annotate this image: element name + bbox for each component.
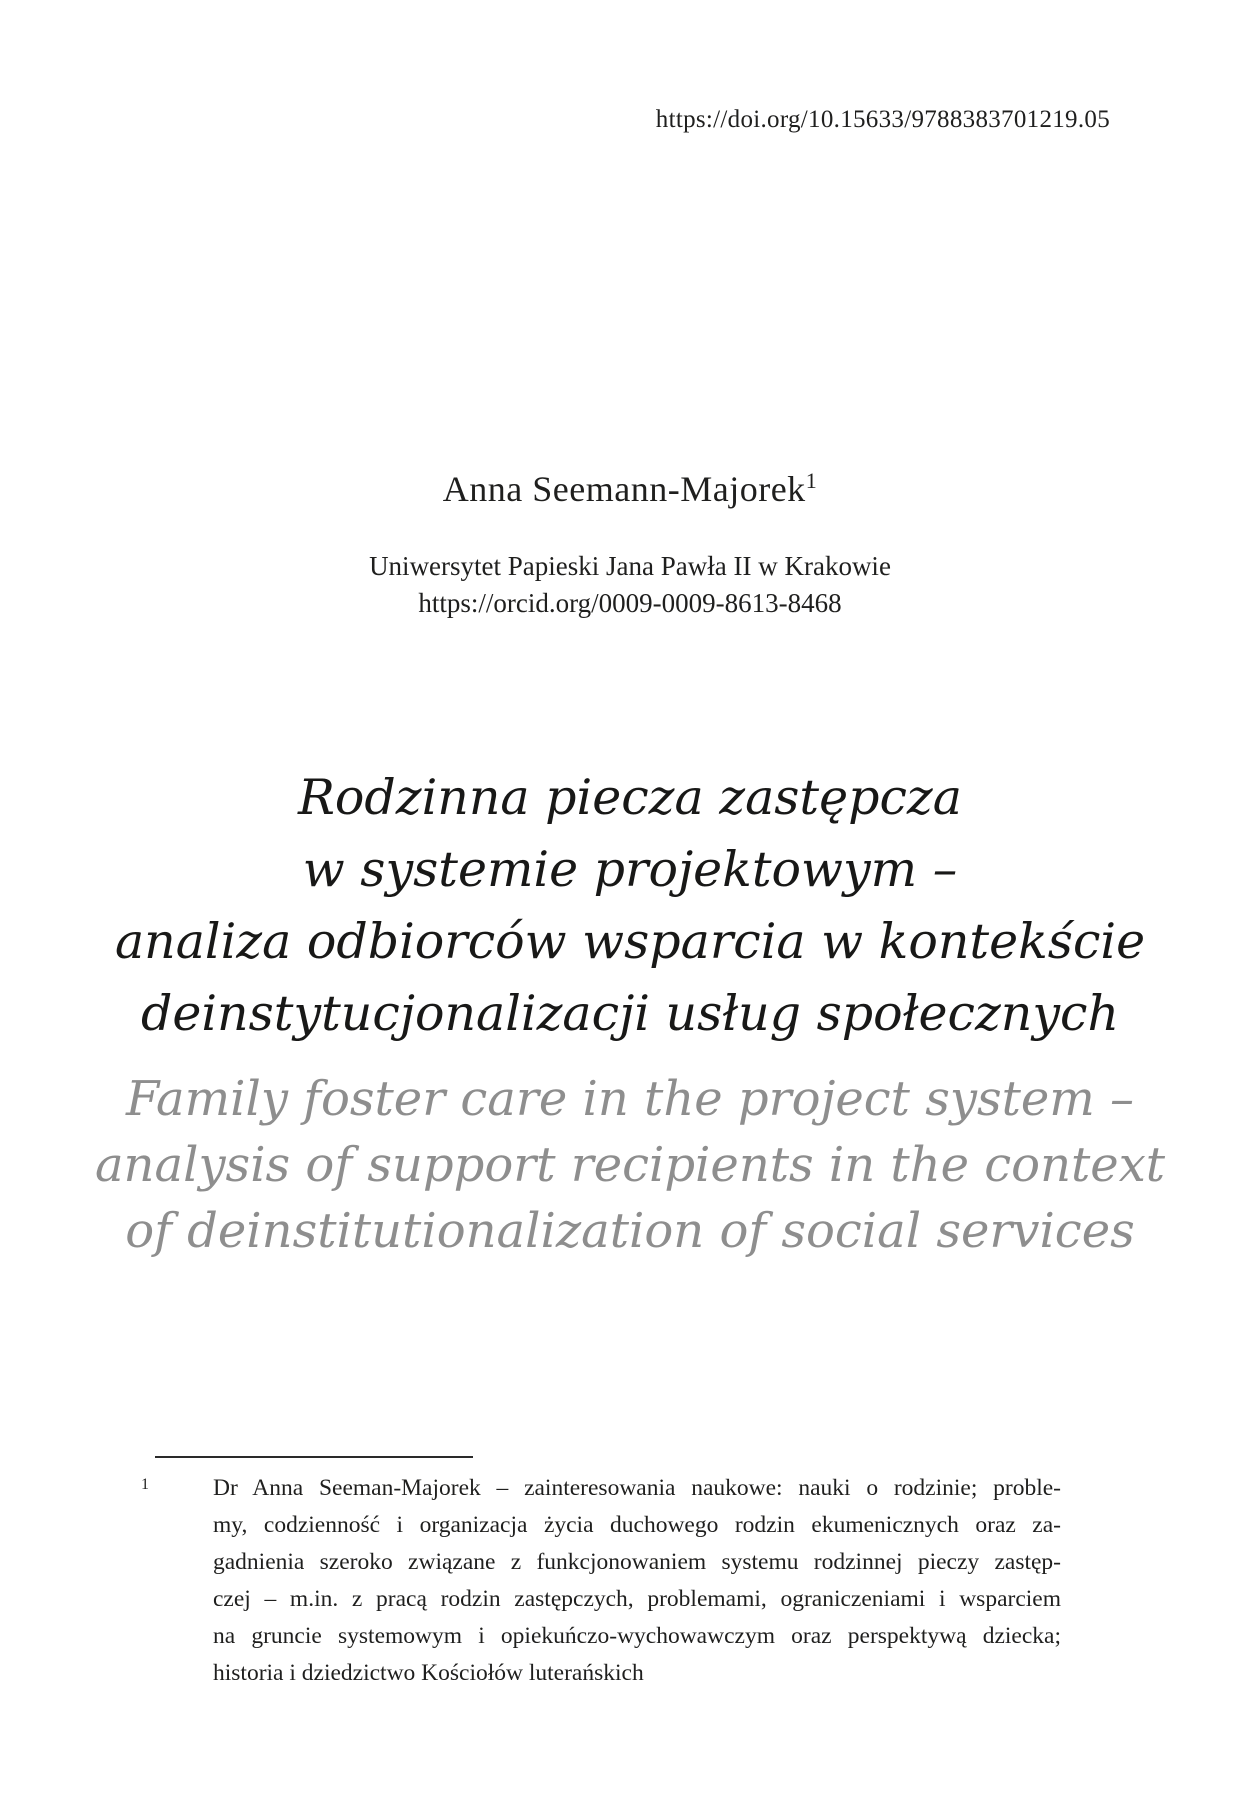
footnote-line-5: na gruncie systemowym i opiekuńczo-wychowawczym oraz perspektywą dziecka; (213, 1623, 1061, 1649)
title-polish (0, 762, 1260, 1050)
orcid-link[interactable]: https://orcid.org/0009-0009-8613-8468 (418, 588, 842, 618)
footnote-line-4: czej – m.in. z pracą rodzin zastępczych, problemami, ograniczeniami i wsparciem (213, 1586, 1061, 1612)
footnote (141, 1470, 1061, 1692)
title-polish-line-2: w systemie projektowym – (302, 841, 958, 898)
author-name: Anna Seemann-Majorek (442, 469, 806, 509)
title-english-line-3: of deinstitutionalization of social services (125, 1203, 1135, 1259)
author-footnote-ref: 1 (805, 468, 818, 493)
title-polish-line-4: deinstytucjonalizacji usług społecznych (140, 985, 1119, 1042)
footnote-marker: 1 (141, 1476, 149, 1493)
footnote-line-3: gadnienia szeroko związane z funkcjonowaniem systemu rodzinnej pieczy zastęp- (213, 1549, 1061, 1575)
footnote-line-1: Dr Anna Seeman-Majorek – zainteresowania naukowe: nauki o rodzinie; proble- (213, 1475, 1061, 1501)
title-polish-line-3: analiza odbiorców wsparcia w kontekście (114, 913, 1146, 970)
footnote-body (155, 1470, 1061, 1692)
title-english (0, 1066, 1260, 1264)
title-english-line-1: Family foster care in the project system – (125, 1071, 1135, 1127)
footnote-line-2: my, codzienność i organizacja życia duchowego rodzin ekumenicznych oraz za- (213, 1512, 1061, 1538)
footnote-divider (155, 1456, 473, 1458)
title-polish-line-1: Rodzinna piecza zastępcza (298, 769, 962, 826)
title-english-line-2: analysis of support recipients in the context (94, 1137, 1166, 1193)
affiliation: Uniwersytet Papieski Jana Pawła II w Krakowie (369, 551, 891, 581)
footnote-line-6: historia i dziedzictwo Kościołów luterańskich (213, 1660, 644, 1686)
doi-link[interactable]: https://doi.org/10.15633/9788383701219.05 (655, 106, 1110, 133)
author-line (0, 468, 1260, 510)
